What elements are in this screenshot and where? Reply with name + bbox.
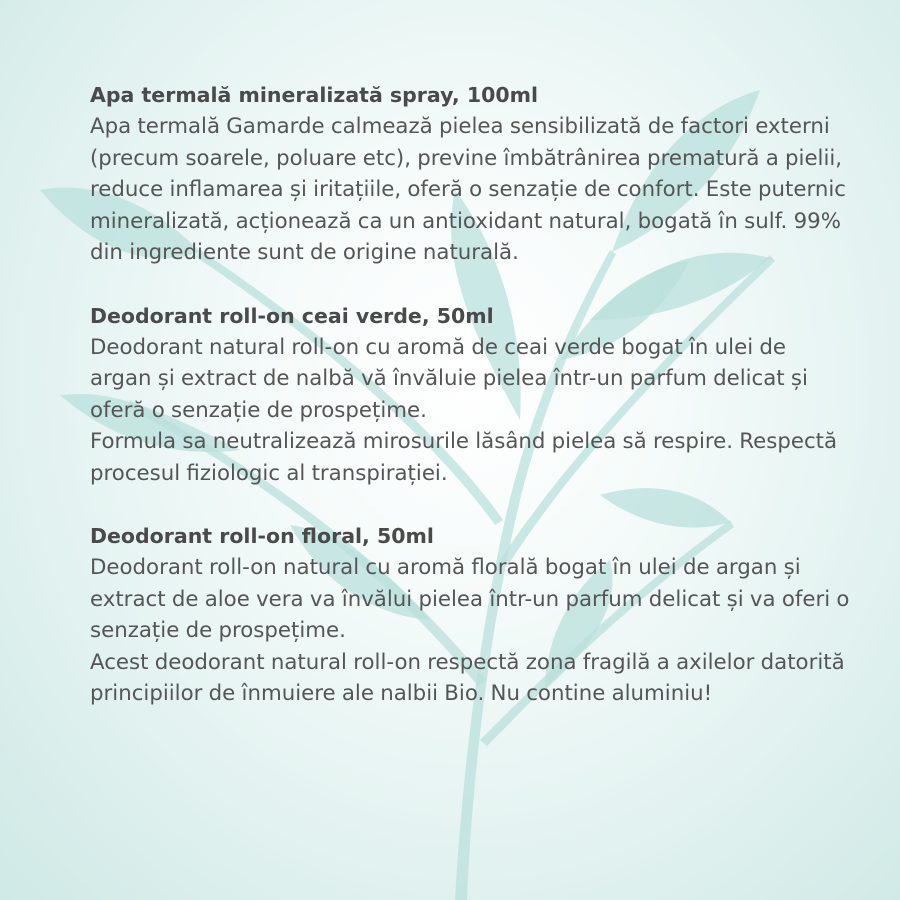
product-section: [90, 520, 850, 710]
product-title: Deodorant roll-on floral, 50ml: [90, 524, 434, 548]
product-section: [90, 79, 850, 269]
product-description: Deodorant natural roll-on cu aromă de ceai verde bogat în ulei de argan și extract de nalbă vă învăluie pielea într-un parfum delicat și oferă o senzație de prospețime.: [90, 334, 808, 423]
product-title: Deodorant roll-on ceai verde, 50ml: [90, 303, 494, 328]
product-section: [90, 300, 850, 490]
product-description: Acest deodorant natural roll-on respectă zona fragilă a axilelor datorită principiilor de înmuiere ale nalbii Bio. Nu contine aluminiu!: [90, 649, 845, 706]
product-title: Apa termală mineralizată spray, 100ml: [90, 83, 538, 107]
product-descriptions: [90, 79, 850, 741]
product-description: Apa termală Gamarde calmează pielea sensibilizată de factori externi (precum soarele, poluare etc), previne îmbătrânirea prematură a pielii, reduce inflamarea și iritațiile, oferă o senzație de confort. Este puternic mineralizată, acționează ca un antioxidant natural, bogată în sulf. 99% din ingrediente sunt de origine naturală.: [90, 114, 847, 265]
product-description: Deodorant roll-on natural cu aromă florală bogat în ulei de argan și extract de aloe vera va învălui pielea într-un parfum delicat și va oferi o senzație de prospețime.: [90, 555, 850, 643]
product-description: Formula sa neutralizează mirosurile lăsând pielea să respire. Respectă procesul fiziologic al transpirației.: [90, 429, 838, 486]
